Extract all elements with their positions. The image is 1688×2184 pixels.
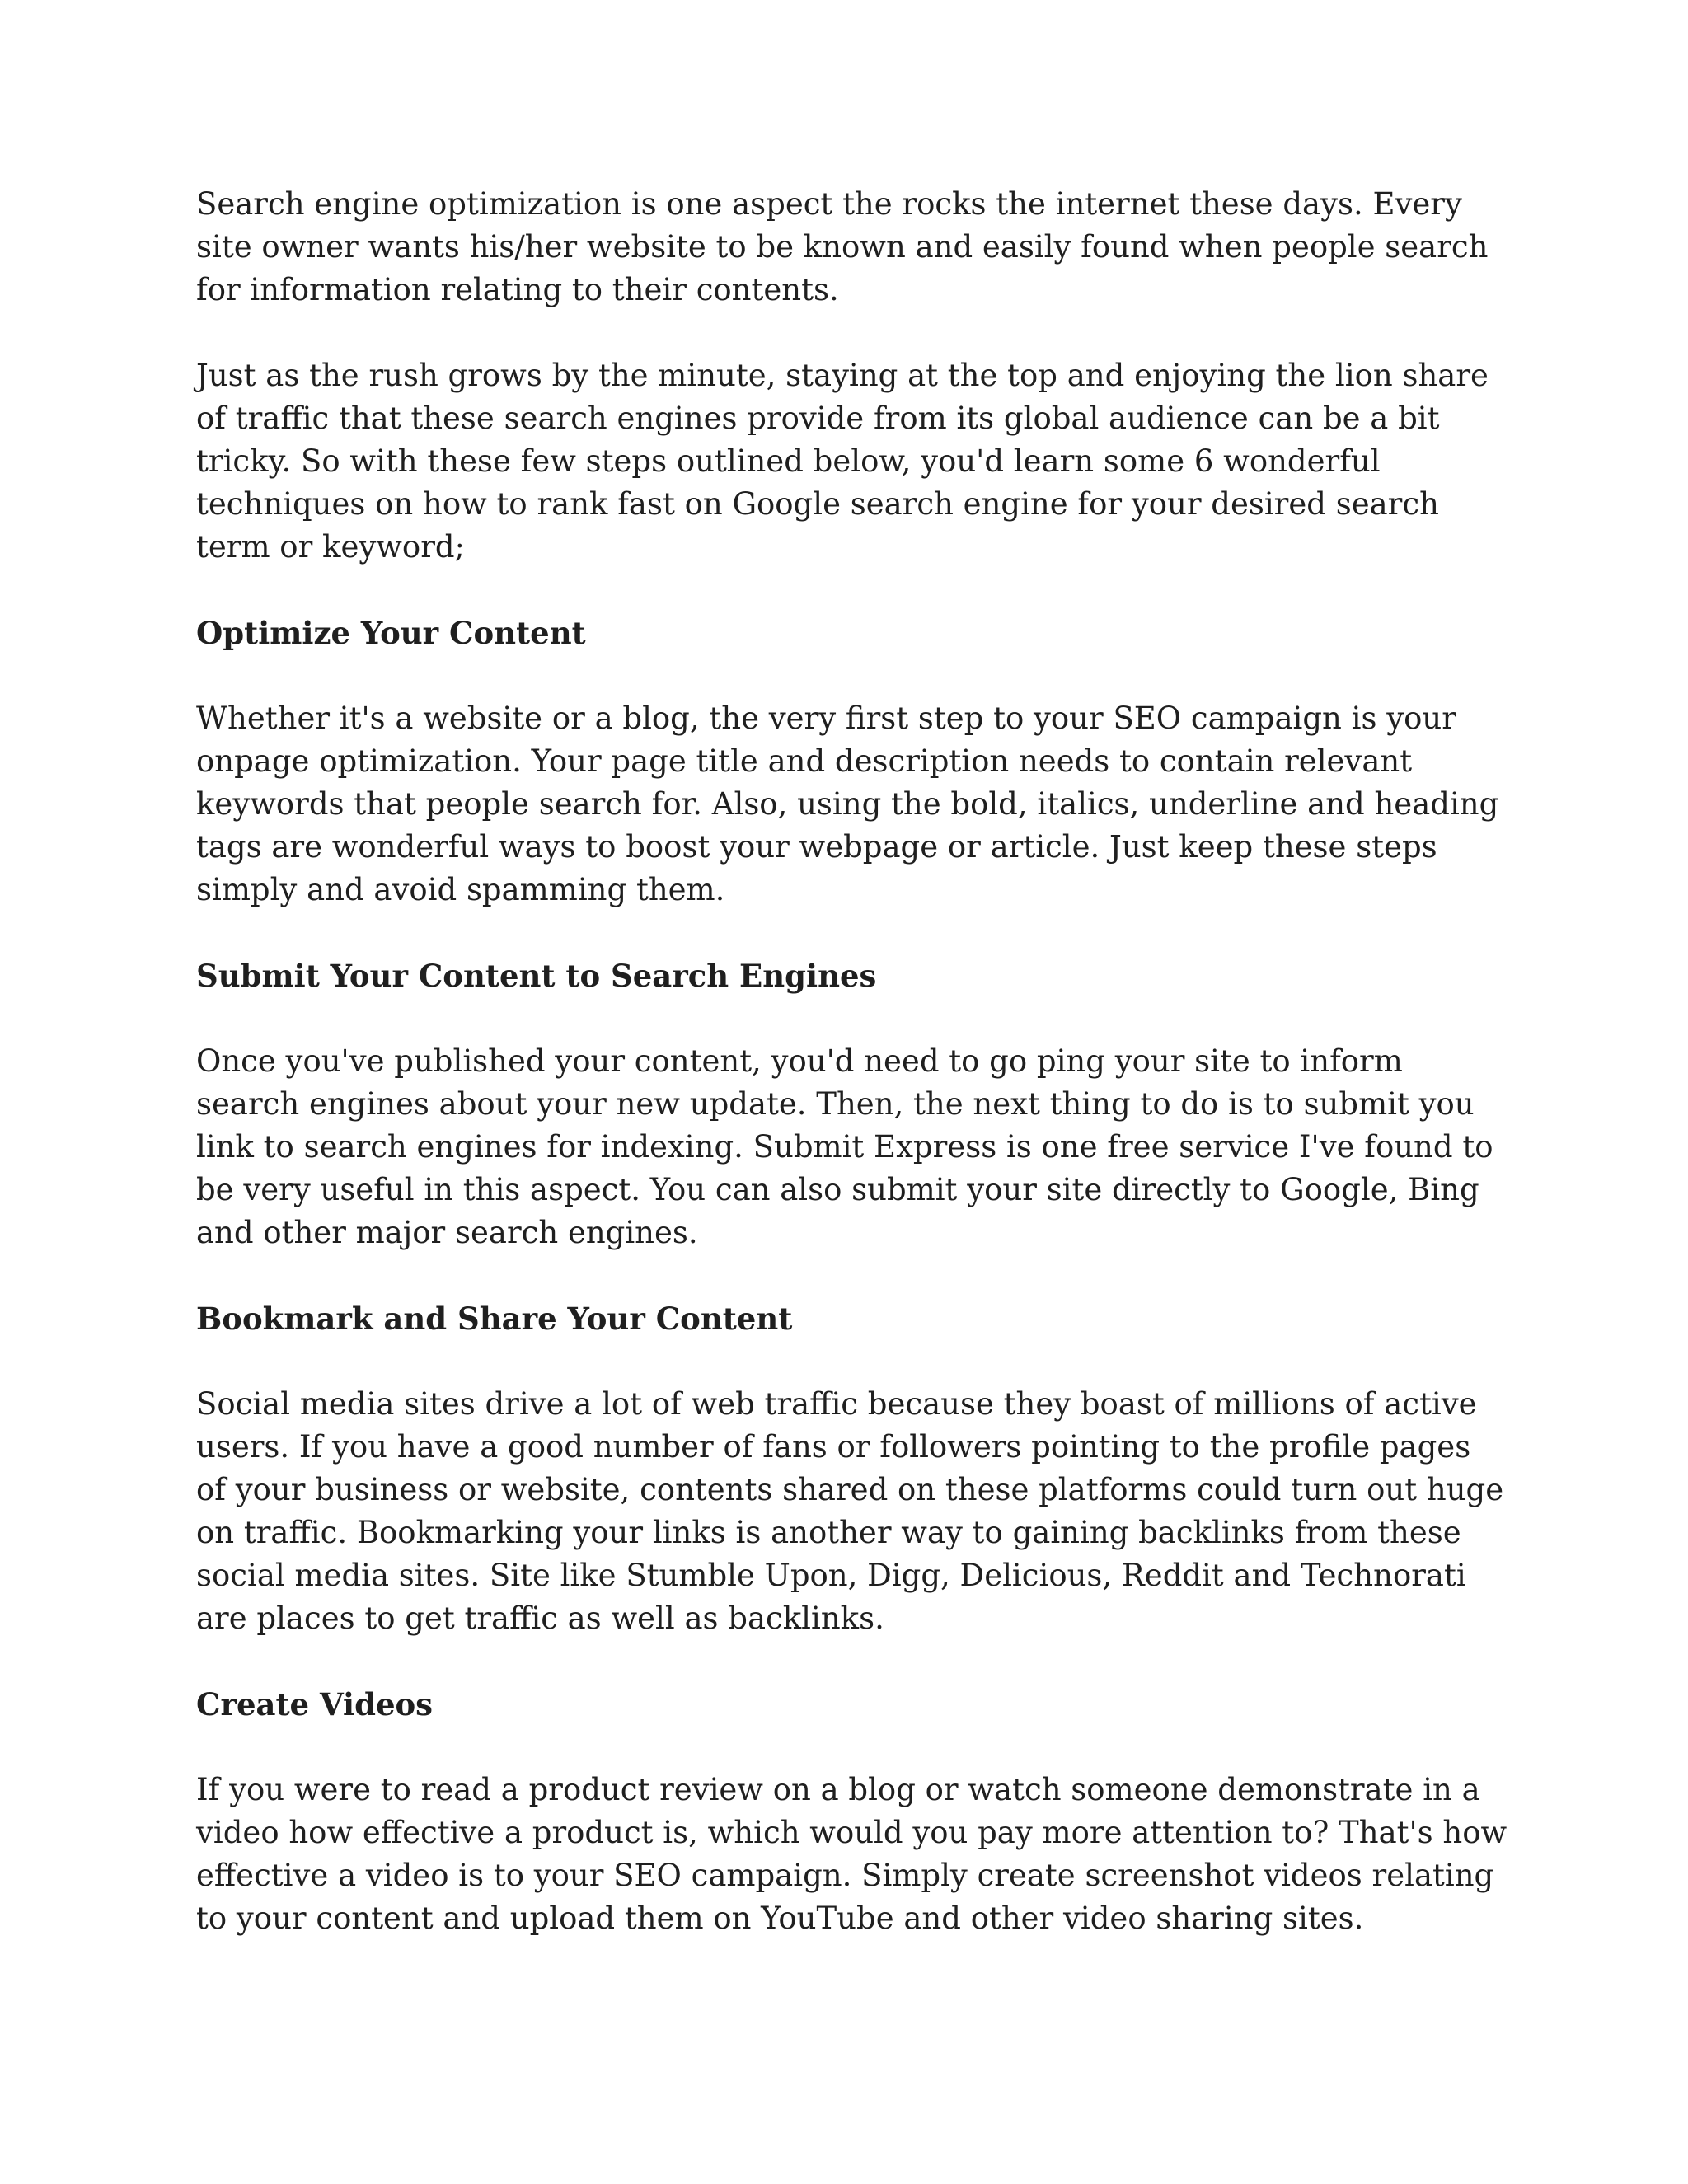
intro-paragraph-1: Search engine optimization is one aspect the rocks the internet these days. Every site owner wants his/her website to be known and easily found when people search for information relating to their contents.	[196, 186, 1489, 307]
intro-paragraph-2: Just as the rush grows by the minute, staying at the top and enjoying the lion share of traffic that these search engines provide from its global audience can be a bit tricky. So with these few steps outlined below, you'd learn some 6 wonderful techniques on how to rank fast on Google search engine for your desired search term or keyword;	[196, 358, 1489, 565]
section-heading-optimize: Optimize Your Content	[196, 615, 586, 651]
paragraph-videos: If you were to read a product review on a blog or watch someone demonstrate in a video how effective a product is, which would you pay more attention to? That's how effective a video is to your SEO campaign. Simply create screenshot videos relating to your content and upload them on YouTube and other video sharing sites.	[196, 1772, 1507, 1936]
section-heading-submit: Submit Your Content to Search Engines	[196, 958, 877, 994]
document-body	[196, 183, 1508, 1983]
paragraph-optimize: Whether it's a website or a blog, the very first step to your SEO campaign is your onpage optimization. Your page title and description needs to contain relevant keywords that people search for. Also, using the bold, italics, underline and heading tags are wonderful ways to boost your webpage or article. Just keep these steps simply and avoid spamming them.	[196, 701, 1499, 907]
paragraph-bookmark: Social media sites drive a lot of web traffic because they boast of millions of active users. If you have a good number of fans or followers pointing to the profile pages of your business or website, contents shared on these platforms could turn out huge on traffic. Bookmarking your links is another way to gaining backlinks from these social media sites. Site like Stumble Upon, Digg, Delicious, Reddit and Technorati are places to get traffic as well as backlinks.	[196, 1386, 1504, 1636]
section-heading-videos: Create Videos	[196, 1686, 434, 1722]
section-heading-bookmark: Bookmark and Share Your Content	[196, 1301, 793, 1337]
paragraph-submit: Once you've published your content, you'd need to go ping your site to inform search engines about your new update. Then, the next thing to do is to submit you link to search engines for indexing. Submit Express is one free service I've found to be very useful in this aspect. You can also submit your site directly to Google, Bing and other major search engines.	[196, 1043, 1493, 1250]
